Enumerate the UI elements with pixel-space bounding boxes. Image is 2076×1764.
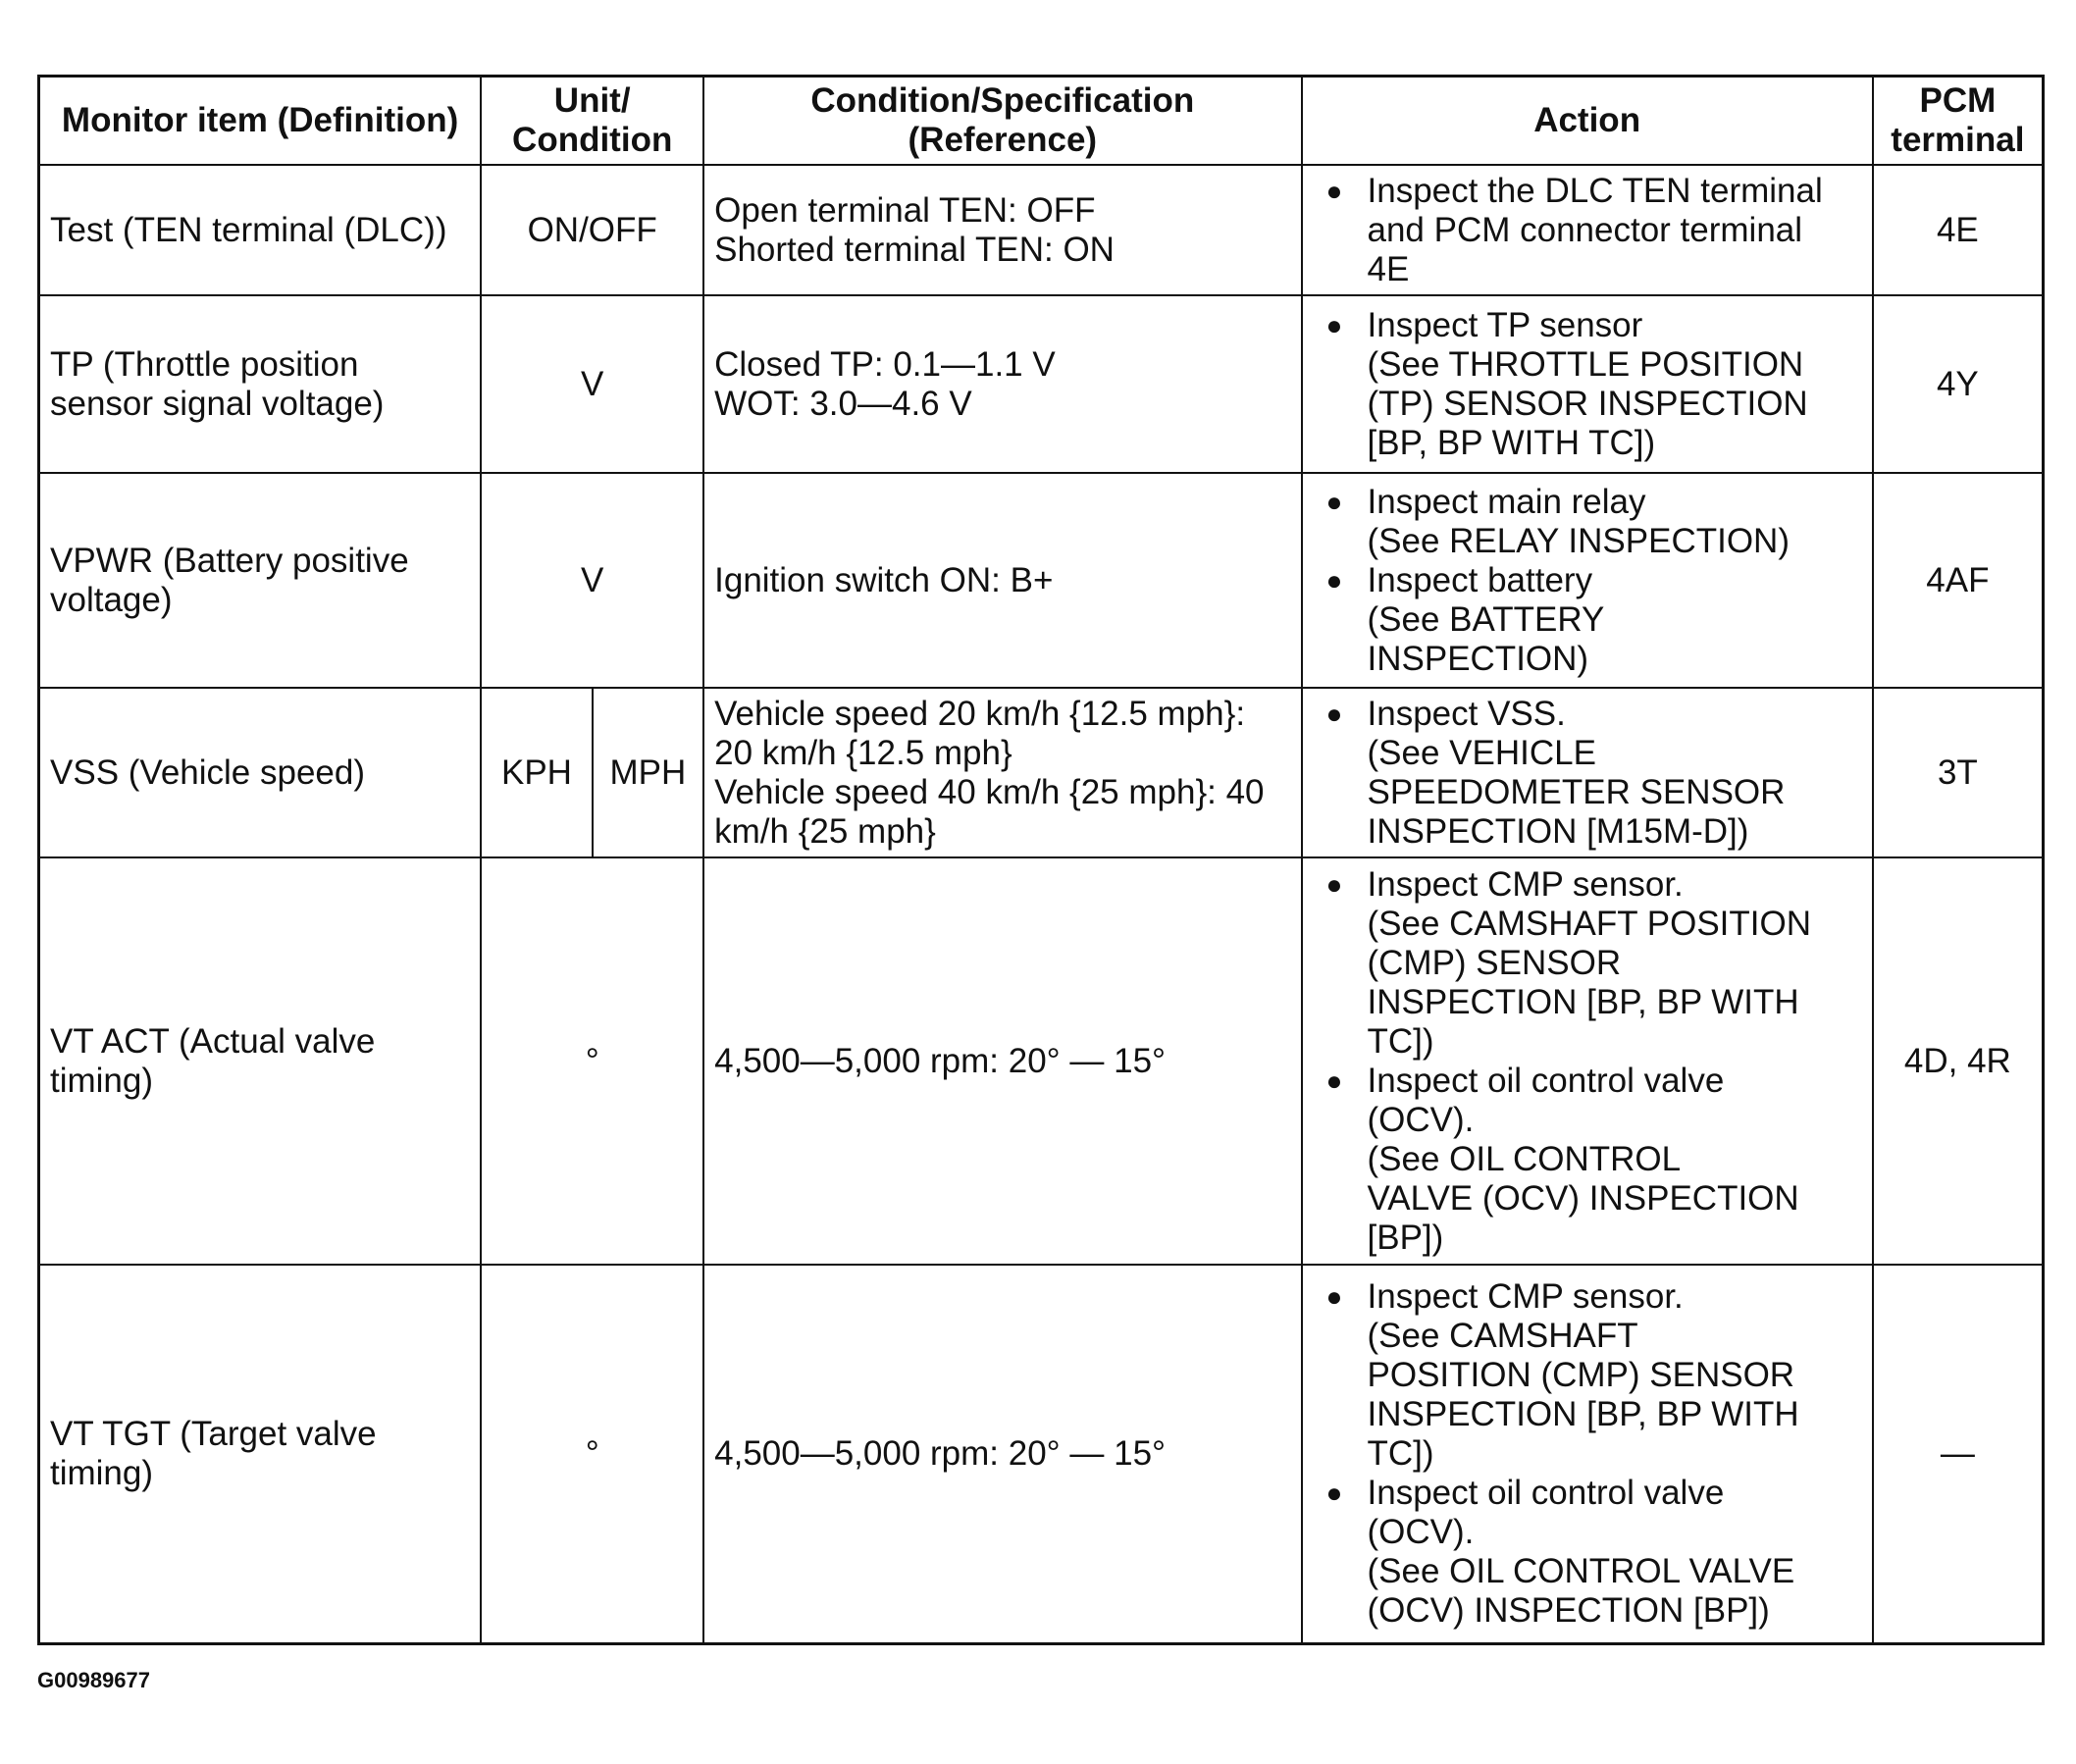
condition-line: Ignition switch ON: B+ <box>714 560 1054 599</box>
header-action: Action <box>1302 77 1873 166</box>
action-line: TC]) <box>1367 1434 1434 1473</box>
action-item <box>1313 1277 1862 1474</box>
table-row <box>39 473 2044 688</box>
action-line: (See CAMSHAFT <box>1367 1317 1638 1355</box>
action-line: Inspect CMP sensor. <box>1367 1277 1684 1316</box>
bullet-icon: ● <box>1325 564 1343 596</box>
monitor-item-cell: TP (Throttle position sensor signal voltage) <box>39 295 482 473</box>
action-line: (OCV). <box>1367 1513 1475 1551</box>
action-line: Inspect TP sensor <box>1367 305 1643 344</box>
action-line: (See OIL CONTROL <box>1367 1139 1682 1178</box>
condition-line: 4,500—5,000 rpm: 20° — 15° <box>714 1434 1167 1473</box>
action-list <box>1313 306 1862 463</box>
header-unit-line2: Condition <box>512 121 673 159</box>
action-line: Inspect VSS. <box>1367 694 1566 733</box>
pcm-terminal-cell: — <box>1873 1265 2044 1644</box>
table-row <box>39 165 2044 295</box>
condition-cell <box>703 295 1301 473</box>
header-condition-line1: Condition/Specification <box>810 81 1195 120</box>
action-cell <box>1302 165 1873 295</box>
pcm-terminal-cell: 4D, 4R <box>1873 857 2044 1265</box>
table-row <box>39 857 2044 1265</box>
action-list <box>1313 865 1862 1258</box>
unit-cell: ON/OFF <box>481 165 703 295</box>
table-row <box>39 688 2044 857</box>
action-line: and PCM connector terminal <box>1367 210 1803 249</box>
action-line: (See OIL CONTROL VALVE <box>1367 1552 1795 1590</box>
action-item <box>1313 1474 1862 1631</box>
condition-cell <box>703 857 1301 1265</box>
condition-cell <box>703 165 1301 295</box>
pcm-terminal-cell: 4Y <box>1873 295 2044 473</box>
bullet-icon: ● <box>1325 698 1343 729</box>
header-unit-condition <box>481 77 703 166</box>
monitor-item-cell: Test (TEN terminal (DLC)) <box>39 165 482 295</box>
action-line: Inspect CMP sensor. <box>1367 864 1684 904</box>
monitor-item-cell: VT TGT (Target valve timing) <box>39 1265 482 1644</box>
action-line: INSPECTION) <box>1367 639 1589 678</box>
action-cell <box>1302 295 1873 473</box>
action-list <box>1313 695 1862 852</box>
table-row <box>39 1265 2044 1644</box>
action-line: Inspect oil control valve <box>1367 1061 1725 1100</box>
action-line: Inspect oil control valve <box>1367 1474 1725 1512</box>
unit-cell: ° <box>481 857 703 1265</box>
unit-kph-cell: KPH <box>481 688 592 857</box>
bullet-icon: ● <box>1325 868 1343 900</box>
action-line: POSITION (CMP) SENSOR <box>1367 1356 1795 1394</box>
header-pcm-line1: PCM <box>1919 81 1997 120</box>
condition-cell <box>703 1265 1301 1644</box>
header-condition-specification <box>703 77 1301 166</box>
table-row <box>39 295 2044 473</box>
action-line: 4E <box>1367 249 1410 288</box>
condition-line: 20 km/h {12.5 mph} <box>714 733 1012 772</box>
action-cell <box>1302 1265 1873 1644</box>
bullet-icon: ● <box>1325 1281 1343 1312</box>
action-list <box>1313 172 1862 289</box>
unit-cell: V <box>481 473 703 688</box>
action-item <box>1313 306 1862 463</box>
action-line: (OCV) INSPECTION [BP]) <box>1367 1591 1770 1630</box>
header-pcm-terminal <box>1873 77 2044 166</box>
action-item <box>1313 1062 1862 1258</box>
action-cell <box>1302 857 1873 1265</box>
condition-line: WOT: 3.0—4.6 V <box>714 384 972 423</box>
action-line: INSPECTION [M15M-D]) <box>1367 811 1749 851</box>
monitor-item-cell: VT ACT (Actual valve timing) <box>39 857 482 1265</box>
action-item <box>1313 483 1862 561</box>
condition-line: Open terminal TEN: OFF <box>714 190 1096 230</box>
condition-line: Closed TP: 0.1—1.1 V <box>714 344 1056 384</box>
pcm-terminal-cell: 4AF <box>1873 473 2044 688</box>
bullet-icon: ● <box>1325 309 1343 340</box>
action-line: [BP, BP WITH TC]) <box>1367 423 1656 462</box>
bullet-icon: ● <box>1325 175 1343 206</box>
condition-line: Shorted terminal TEN: ON <box>714 230 1115 269</box>
action-line: Inspect main relay <box>1367 482 1646 521</box>
action-line: SPEEDOMETER SENSOR <box>1367 772 1786 811</box>
action-cell <box>1302 473 1873 688</box>
header-monitor-item: Monitor item (Definition) <box>39 77 482 166</box>
action-line: (See VEHICLE <box>1367 733 1596 772</box>
pcm-terminal-cell: 4E <box>1873 165 2044 295</box>
action-line: (See BATTERY <box>1367 599 1605 639</box>
header-condition-line2: (Reference) <box>908 121 1098 159</box>
header-unit-line1: Unit/ <box>553 81 631 120</box>
action-line: (See RELAY INSPECTION) <box>1367 521 1790 560</box>
action-line: (See THROTTLE POSITION <box>1367 344 1804 384</box>
condition-line: Vehicle speed 20 km/h {12.5 mph}: <box>714 694 1246 733</box>
action-line: INSPECTION [BP, BP WITH <box>1367 982 1799 1021</box>
action-item <box>1313 172 1862 289</box>
monitor-item-table <box>37 75 2045 1645</box>
action-line: (TP) SENSOR INSPECTION <box>1367 384 1808 423</box>
action-line: (OCV). <box>1367 1100 1475 1139</box>
condition-line: Vehicle speed 40 km/h {25 mph}: 40 <box>714 772 1265 811</box>
action-line: (CMP) SENSOR <box>1367 943 1622 982</box>
monitor-item-cell: VSS (Vehicle speed) <box>39 688 482 857</box>
bullet-icon: ● <box>1325 1064 1343 1096</box>
action-line: [BP]) <box>1367 1218 1444 1257</box>
condition-line: km/h {25 mph} <box>714 811 936 851</box>
condition-cell <box>703 473 1301 688</box>
action-line: Inspect the DLC TEN terminal <box>1367 171 1823 210</box>
bullet-icon: ● <box>1325 486 1343 517</box>
action-item <box>1313 561 1862 679</box>
unit-mph-cell: MPH <box>593 688 703 857</box>
action-line: VALVE (OCV) INSPECTION <box>1367 1178 1799 1218</box>
unit-cell: ° <box>481 1265 703 1644</box>
condition-cell <box>703 688 1301 857</box>
action-list <box>1313 1277 1862 1631</box>
action-line: Inspect battery <box>1367 560 1593 599</box>
pcm-terminal-cell: 3T <box>1873 688 2044 857</box>
action-list <box>1313 483 1862 679</box>
table-header-row <box>39 77 2044 166</box>
action-cell <box>1302 688 1873 857</box>
action-line: (See CAMSHAFT POSITION <box>1367 904 1811 943</box>
header-pcm-line2: terminal <box>1891 121 2025 159</box>
figure-id-label: G00989677 <box>37 1668 150 1692</box>
bullet-icon: ● <box>1325 1478 1343 1508</box>
action-line: TC]) <box>1367 1021 1434 1061</box>
monitor-item-cell: VPWR (Battery positive voltage) <box>39 473 482 688</box>
unit-cell: V <box>481 295 703 473</box>
action-item <box>1313 695 1862 852</box>
action-line: INSPECTION [BP, BP WITH <box>1367 1395 1799 1433</box>
action-item <box>1313 865 1862 1062</box>
condition-line: 4,500—5,000 rpm: 20° — 15° <box>714 1041 1167 1080</box>
